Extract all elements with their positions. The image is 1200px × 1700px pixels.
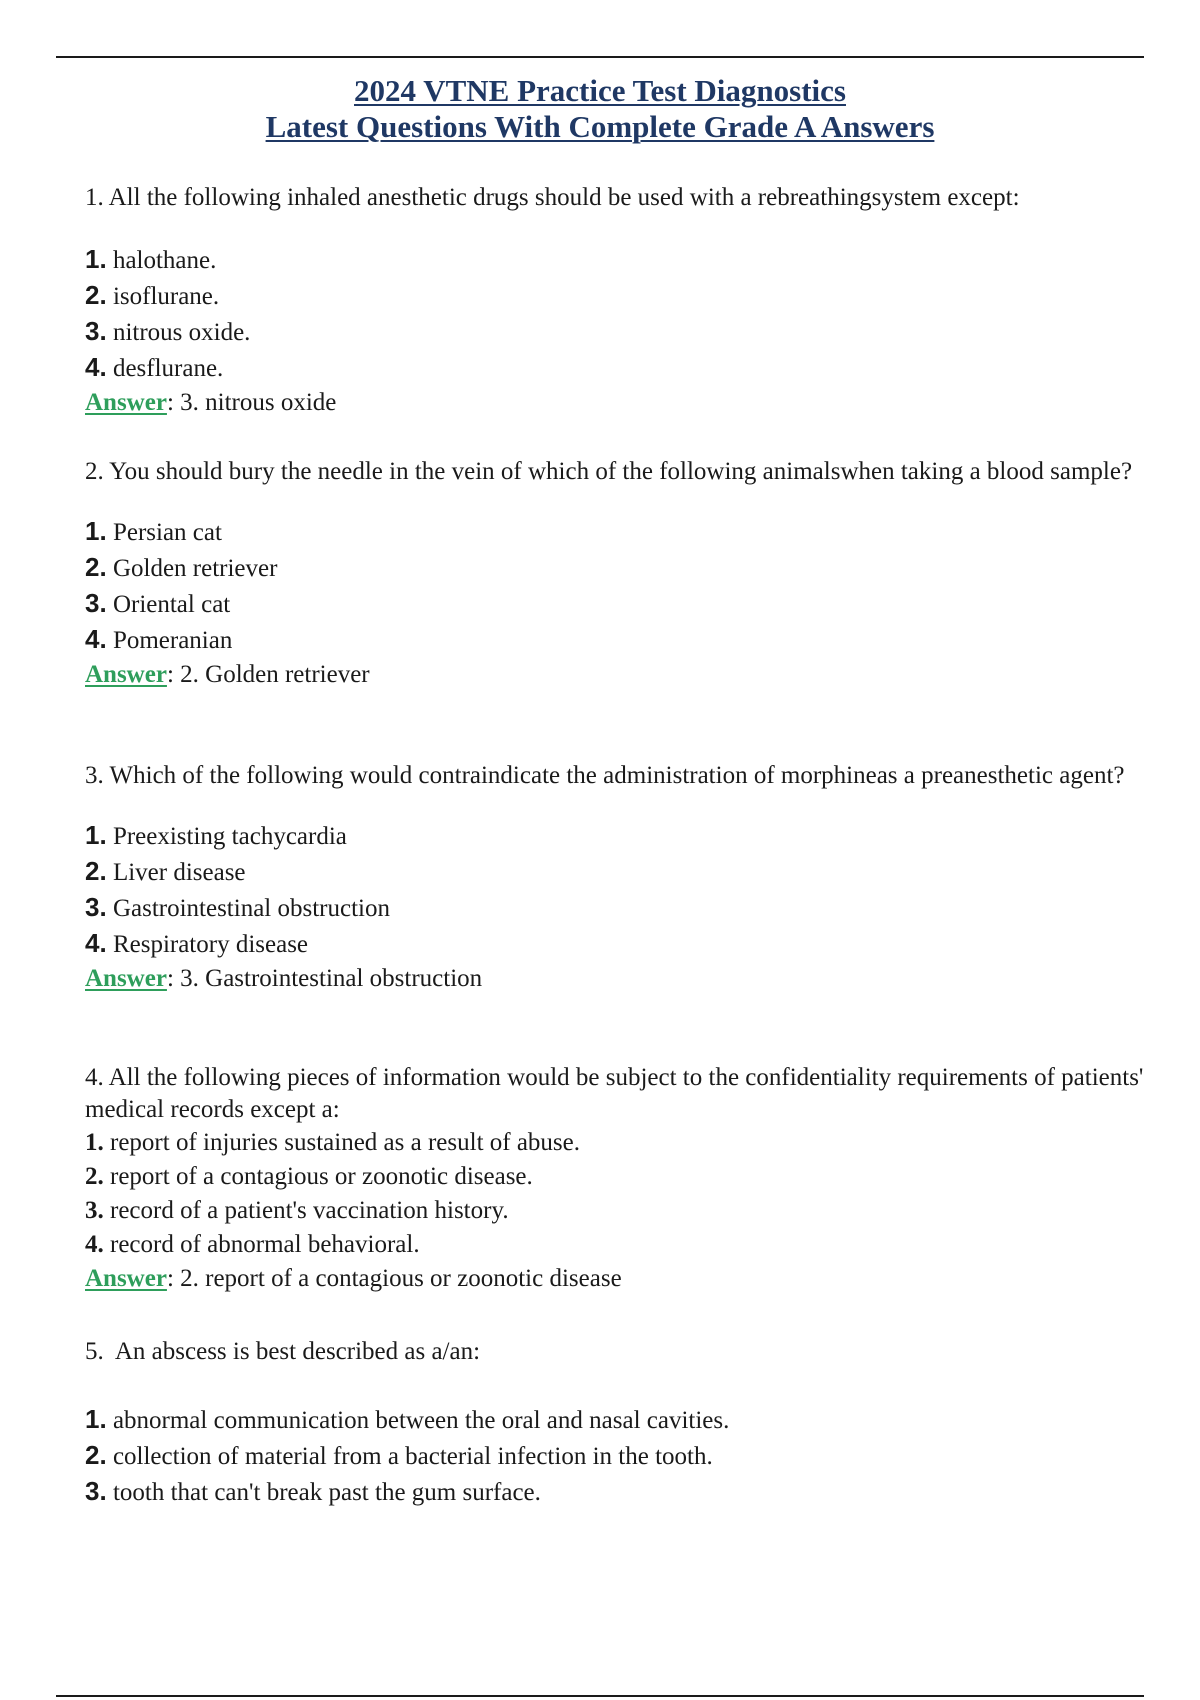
option-text: Pomeranian <box>112 627 233 654</box>
answer-text: : 2. report of a contagious or zoonotic disease <box>166 1265 622 1292</box>
option-text: halothane. <box>112 247 217 274</box>
option-text: record of abnormal behavioral. <box>110 1231 420 1258</box>
option-number: 1. <box>85 1404 107 1434</box>
option-number: 1. <box>85 516 107 546</box>
option-number: 2. <box>85 1440 107 1470</box>
question-text: 5. An abscess is best described as a/an: <box>85 1338 481 1365</box>
option-item <box>85 1474 1145 1510</box>
option-text: Preexisting tachycardia <box>112 823 347 850</box>
answer-text: : 3. nitrous oxide <box>166 389 337 416</box>
option-item <box>85 1402 1145 1438</box>
answer-label: Answer <box>85 661 167 688</box>
option-item <box>85 278 1145 314</box>
option-text: Respiratory disease <box>112 931 309 958</box>
option-number: 4. <box>85 928 107 958</box>
option-item <box>85 818 1145 854</box>
option-list <box>85 1126 1145 1262</box>
option-number: 4. <box>85 624 107 654</box>
option-number: 2. <box>85 856 107 886</box>
question-text: 3. Which of the following would contraindicate the administration of morphineas a preanesthetic agent? <box>85 762 1125 789</box>
option-text: record of a patient's vaccination history. <box>110 1197 509 1224</box>
option-text: Golden retriever <box>112 555 278 582</box>
option-text: Liver disease <box>112 859 246 886</box>
option-text: report of injuries sustained as a result of abuse. <box>110 1129 581 1156</box>
question-2 <box>85 456 1145 692</box>
option-number: 4. <box>85 1231 104 1258</box>
question-text: 1. All the following inhaled anesthetic drugs should be used with a rebreathingsystem except: <box>85 184 1020 211</box>
option-text: desflurane. <box>112 355 224 382</box>
option-item <box>85 586 1145 622</box>
option-item <box>85 514 1145 550</box>
option-number: 2. <box>85 1163 104 1190</box>
answer-text: : 3. Gastrointestinal obstruction <box>166 965 483 992</box>
bottom-rule <box>56 1695 1144 1697</box>
option-number: 1. <box>85 244 107 274</box>
option-number: 3. <box>85 1476 107 1506</box>
option-text: Oriental cat <box>112 591 231 618</box>
question-5 <box>85 1336 1145 1510</box>
option-text: report of a contagious or zoonotic disease. <box>110 1163 533 1190</box>
option-list <box>85 514 1145 658</box>
option-number: 3. <box>85 1197 104 1224</box>
option-number: 3. <box>85 316 107 346</box>
answer-line <box>85 1262 1145 1296</box>
option-text: abnormal communication between the oral and nasal cavities. <box>112 1407 730 1434</box>
option-number: 3. <box>85 892 107 922</box>
option-text: nitrous oxide. <box>112 319 251 346</box>
answer-label: Answer <box>85 389 167 416</box>
answer-line <box>85 962 1145 996</box>
option-item <box>85 1126 1145 1160</box>
option-number: 1. <box>85 1129 104 1156</box>
option-number: 2. <box>85 280 107 310</box>
answer-line <box>85 658 1145 692</box>
title-line-2: Latest Questions With Complete Grade A Answers <box>265 109 935 144</box>
question-1 <box>85 182 1145 420</box>
title-line-1: 2024 VTNE Practice Test Diagnostics <box>354 73 846 108</box>
question-4 <box>85 1062 1145 1296</box>
option-text: tooth that can't break past the gum surface. <box>112 1479 541 1506</box>
option-item <box>85 1438 1145 1474</box>
option-item <box>85 550 1145 586</box>
option-item <box>85 1160 1145 1194</box>
option-list <box>85 242 1145 386</box>
answer-line <box>85 386 1145 420</box>
option-item <box>85 314 1145 350</box>
option-text: isoflurane. <box>112 283 220 310</box>
question-text: 2. You should bury the needle in the vein of which of the following animalswhen taking a blood sample? <box>85 458 1133 485</box>
answer-label: Answer <box>85 965 167 992</box>
question-3 <box>85 760 1145 996</box>
option-number: 4. <box>85 352 107 382</box>
option-item <box>85 242 1145 278</box>
option-list <box>85 818 1145 962</box>
option-number: 1. <box>85 820 107 850</box>
option-list <box>85 1402 1145 1510</box>
option-item <box>85 926 1145 962</box>
option-number: 3. <box>85 588 107 618</box>
option-text: collection of material from a bacterial infection in the tooth. <box>112 1443 713 1470</box>
document-title <box>0 73 1200 145</box>
option-text: Persian cat <box>112 519 222 546</box>
top-rule <box>56 56 1144 58</box>
option-item <box>85 350 1145 386</box>
option-number: 2. <box>85 552 107 582</box>
option-text: Gastrointestinal obstruction <box>112 895 390 922</box>
option-item <box>85 622 1145 658</box>
question-text: 4. All the following pieces of information would be subject to the confidentiality requirements of patients' medical records except a: <box>85 1064 1144 1123</box>
answer-text: : 2. Golden retriever <box>166 661 370 688</box>
option-item <box>85 854 1145 890</box>
option-item <box>85 1194 1145 1228</box>
option-item <box>85 890 1145 926</box>
option-item <box>85 1228 1145 1262</box>
answer-label: Answer <box>85 1265 167 1292</box>
